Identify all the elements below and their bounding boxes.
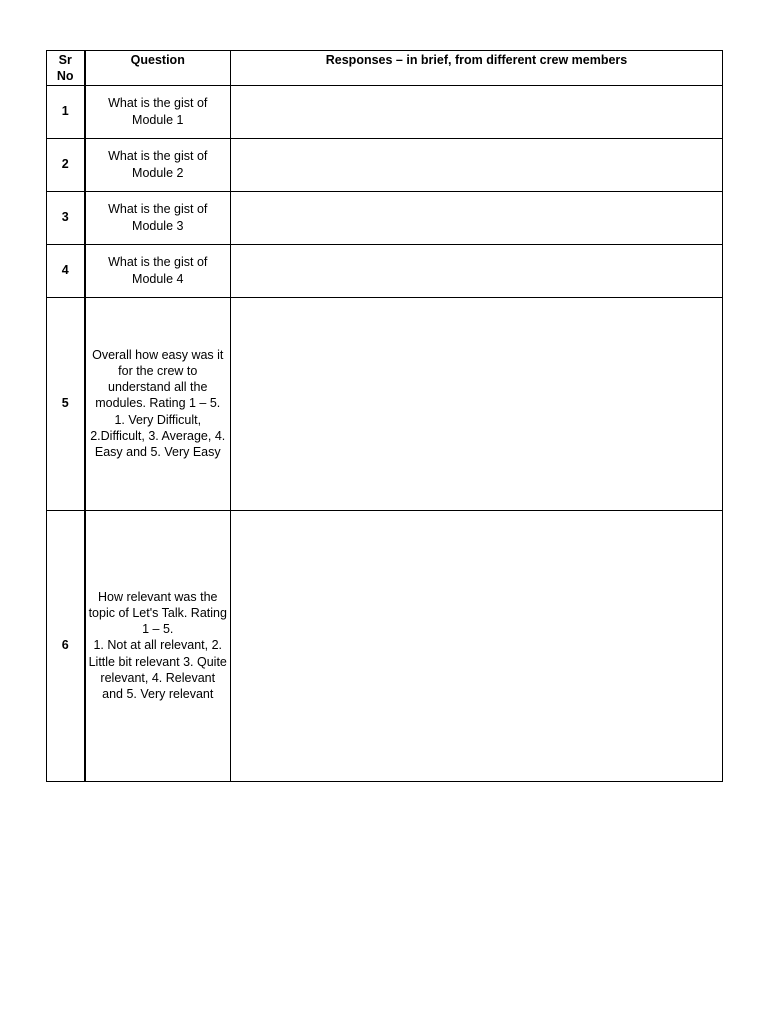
row-response-cell[interactable]	[231, 191, 723, 244]
table-header-row	[47, 51, 723, 86]
header-sr-no: Sr No	[47, 51, 85, 86]
row-question: How relevant was the topic of Let's Talk. Rating 1 – 5. 1. Not at all relevant, 2. Little bit relevant 3. Quite relevant, 4. Relevant and 5. Very relevant	[85, 510, 231, 781]
row-sr-no: 5	[47, 297, 85, 510]
row-sr-no: 1	[47, 85, 85, 138]
row-sr-no: 6	[47, 510, 85, 781]
header-question: Question	[85, 51, 231, 86]
header-sr-no-source	[0, 0, 1, 1]
table-row	[47, 510, 723, 781]
row-sr-no: 3	[47, 191, 85, 244]
row-question: What is the gist of Module 1	[85, 85, 231, 138]
table-row	[47, 138, 723, 191]
table-row	[47, 297, 723, 510]
row-response-cell[interactable]	[231, 85, 723, 138]
row-sr-no: 4	[47, 244, 85, 297]
feedback-table	[46, 50, 723, 782]
header-responses: Responses – in brief, from different crew members	[231, 51, 723, 86]
row-response-cell[interactable]	[231, 297, 723, 510]
table-row	[47, 244, 723, 297]
row-question: What is the gist of Module 3	[85, 191, 231, 244]
table-row	[47, 85, 723, 138]
row-response-cell[interactable]	[231, 244, 723, 297]
row-response-cell[interactable]	[231, 510, 723, 781]
row-question: What is the gist of Module 2	[85, 138, 231, 191]
row-response-cell[interactable]	[231, 138, 723, 191]
row-sr-no: 2	[47, 138, 85, 191]
row-question: Overall how easy was it for the crew to understand all the modules. Rating 1 – 5. 1. Very Difficult, 2.Difficult, 3. Average, 4. Easy and 5. Very Easy	[85, 297, 231, 510]
feedback-sheet	[46, 50, 722, 782]
row-question: What is the gist of Module 4	[85, 244, 231, 297]
table-row	[47, 191, 723, 244]
